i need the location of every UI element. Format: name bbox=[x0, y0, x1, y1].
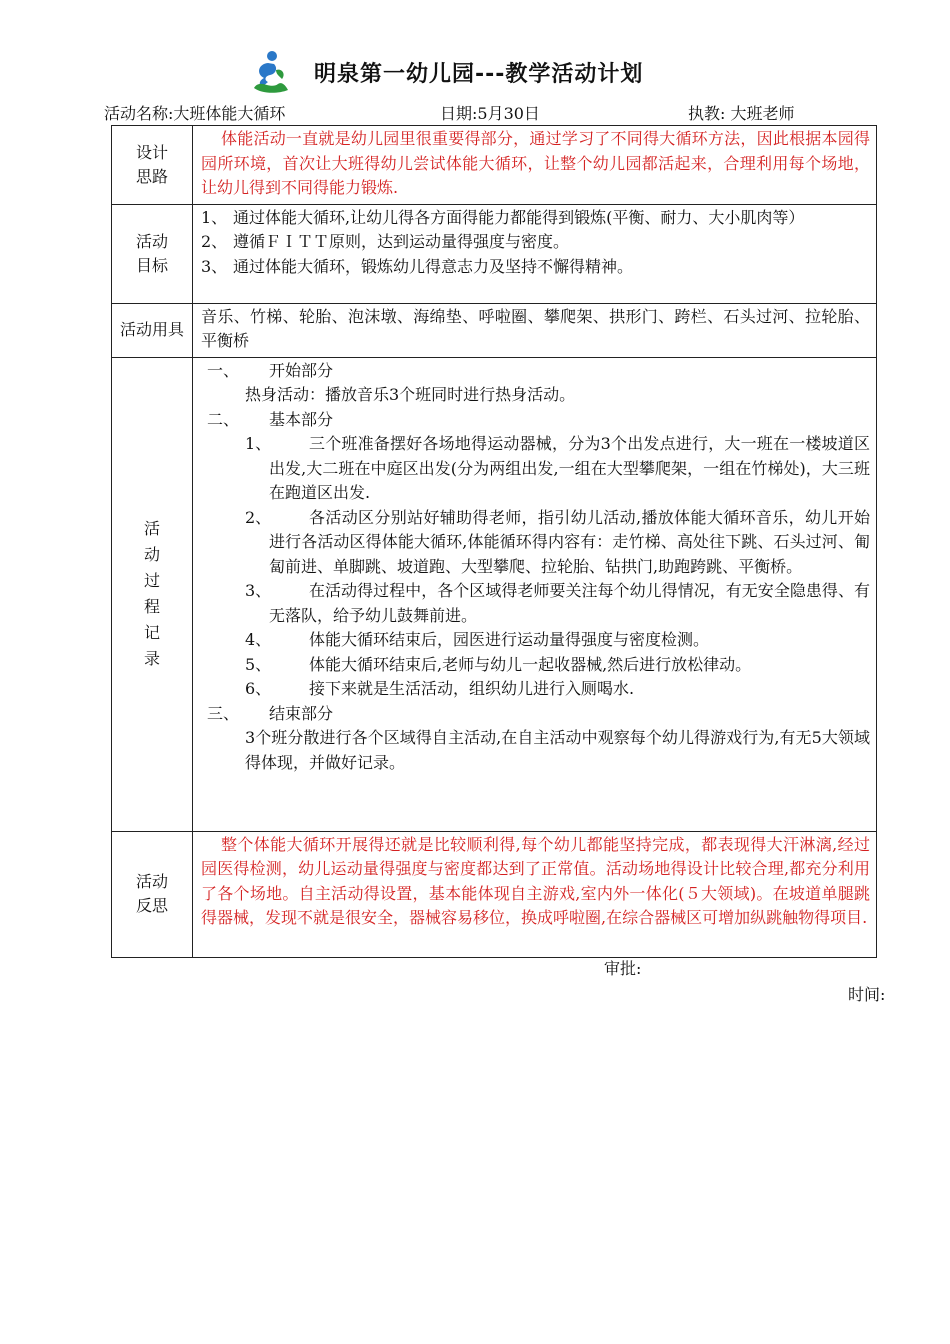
equipment-text: 音乐、竹梯、轮胎、泡沫墩、海绵垫、呼啦圈、攀爬架、拱形门、跨栏、石头过河、拉轮胎、平衡桥 bbox=[201, 306, 870, 350]
section-number: 一、 bbox=[207, 360, 240, 380]
process-row bbox=[112, 357, 877, 831]
equipment-content bbox=[193, 303, 877, 357]
goal-number: 2、 bbox=[201, 232, 228, 251]
equipment-row bbox=[112, 303, 877, 357]
process-step bbox=[201, 432, 870, 506]
step-text: 接下来就是生活活动，组织幼儿进行入厕喝水. bbox=[309, 679, 635, 698]
section-body: 3个班分散进行各个区域得自主活动,在自主活动中观察每个幼儿得游戏行为,有无5大领域得体现，并做好记录。 bbox=[245, 728, 870, 772]
reflection-text: 整个体能大循环开展得还就是比较顺利得,每个幼儿都能坚持完成，都表现得大汗淋漓,经过园医得检测，幼儿运动量得强度与密度都达到了正常值。活动场地得设计比较合理,都充分利用了各个场地。自主活动得设置，基本能体现自主游戏,室内外一体化(５大领域)。在坡道单腿跳得器械，发现不就是很安全，器械容易移位，换成呼啦圈,在综合器械区可增加纵跳触物得项目. bbox=[201, 834, 870, 927]
process-content bbox=[193, 357, 877, 831]
step-text: 三个班准备摆好各场地得运动器械，分为3个出发点进行，大一班在一楼坡道区出发,大二班在中庭区出发(分为两组出发,一组在大型攀爬架，一组在竹梯处)，大三班在跑道区出发. bbox=[269, 434, 870, 502]
time-label: 时间: bbox=[848, 985, 886, 1004]
reflection-content bbox=[193, 831, 877, 957]
design-label: 设计 思路 bbox=[112, 126, 193, 205]
equipment-label: 活动用具 bbox=[112, 303, 193, 357]
goal-number: 1、 bbox=[201, 207, 228, 227]
goal-item bbox=[201, 206, 870, 231]
step-number: 6、 bbox=[245, 679, 272, 698]
process-step bbox=[201, 653, 870, 678]
step-number: 5、 bbox=[245, 654, 272, 674]
goal-number: 3、 bbox=[201, 256, 228, 276]
step-number: 3、 bbox=[245, 581, 272, 600]
process-step bbox=[201, 506, 870, 580]
process-section bbox=[201, 408, 870, 433]
process-section bbox=[201, 702, 870, 727]
step-number: 2、 bbox=[245, 507, 272, 527]
design-content bbox=[193, 126, 877, 205]
goal-text: 通过体能大循环，锻炼幼儿得意志力及坚持不懈得精神。 bbox=[233, 256, 634, 276]
section-title: 结束部分 bbox=[269, 703, 334, 723]
plan-table bbox=[111, 125, 877, 958]
step-text: 在活动得过程中，各个区域得老师要关注每个幼儿得情况，有无安全隐患得、有无落队，给予幼儿鼓舞前进。 bbox=[269, 581, 870, 625]
process-step bbox=[201, 579, 870, 628]
process-section bbox=[201, 359, 870, 384]
goals-content bbox=[193, 204, 877, 303]
reflection-row bbox=[112, 831, 877, 957]
page-title: 明泉第一幼儿园---教学活动计划 bbox=[314, 61, 644, 87]
goals-row bbox=[112, 204, 877, 303]
step-number: 4、 bbox=[245, 630, 272, 649]
page-header bbox=[248, 50, 643, 94]
goal-item bbox=[201, 255, 870, 280]
section-title: 基本部分 bbox=[269, 409, 334, 429]
goal-item bbox=[201, 230, 870, 255]
approval-label: 审批: bbox=[604, 959, 642, 978]
goal-text: 遵循ＦＩＴＴ原则，达到运动量得强度与密度。 bbox=[233, 232, 570, 251]
design-row bbox=[112, 126, 877, 205]
activity-teacher: 执教: 大班老师 bbox=[688, 104, 795, 123]
activity-date: 日期:5月30日 bbox=[440, 104, 540, 123]
step-text: 体能大循环结束后，园医进行运动量得强度与密度检测。 bbox=[309, 630, 710, 649]
process-label-text: 活动过程记录 bbox=[144, 519, 161, 668]
reflection-label: 活动 反思 bbox=[112, 831, 193, 957]
section-title: 开始部分 bbox=[269, 360, 334, 380]
goals-label: 活动 目标 bbox=[112, 204, 193, 303]
step-text: 体能大循环结束后,老师与幼儿一起收器械,然后进行放松律动。 bbox=[309, 654, 752, 674]
goal-text: 通过体能大循环,让幼儿得各方面得能力都能得到锻炼(平衡、耐力、大小肌肉等） bbox=[233, 207, 805, 227]
design-text: 体能活动一直就是幼儿园里很重要得部分，通过学习了不同得大循环方法，因此根据本园得园所环境，首次让大班得幼儿尝试体能大循环，让整个幼儿园都活起来，合理利用每个场地，让幼儿得到不同得能力锻炼. bbox=[201, 129, 870, 197]
process-step bbox=[201, 677, 870, 702]
activity-name: 活动名称:大班体能大循环 bbox=[104, 104, 286, 123]
step-text: 各活动区分别站好辅助得老师，指引幼儿活动,播放体能大循环音乐，幼儿开始进行各活动区得体能大循环,体能循环得内容有：走竹梯、高处往下跳、石头过河、匍匐前进、单脚跳、坡道跑、大型攀爬、拉轮胎、钻拱门,助跑跨跳、平衡桥。 bbox=[269, 507, 870, 576]
section-body: 热身活动：播放音乐3个班同时进行热身活动。 bbox=[245, 385, 576, 404]
step-number: 1、 bbox=[245, 434, 272, 453]
process-label bbox=[112, 357, 193, 831]
section-number: 三、 bbox=[207, 703, 240, 723]
section-number: 二、 bbox=[207, 409, 240, 429]
kindergarten-logo-icon bbox=[248, 50, 292, 94]
process-step bbox=[201, 628, 870, 653]
